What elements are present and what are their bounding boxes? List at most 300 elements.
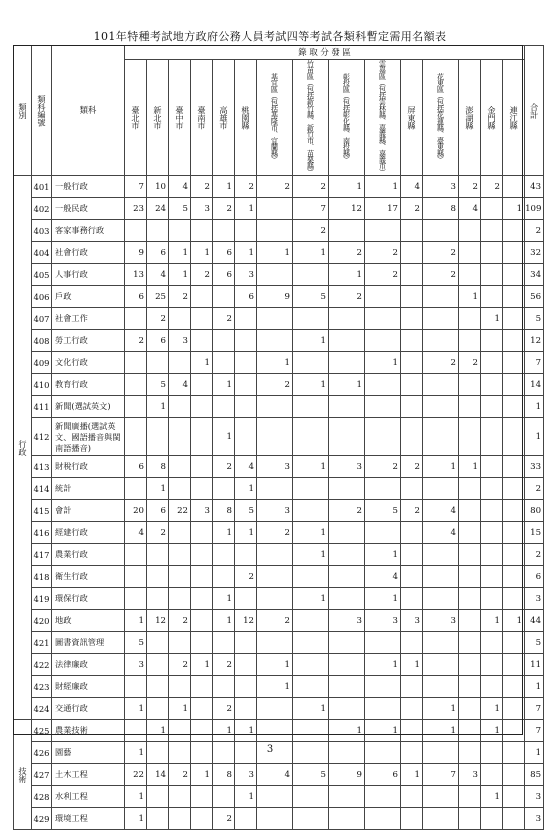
quota-cell: 6 (147, 330, 169, 352)
quota-cell: 1 (293, 330, 329, 352)
quota-cell: 1 (401, 654, 423, 676)
quota-cell: 24 (147, 198, 169, 220)
code-cell: 424 (32, 698, 52, 720)
quota-cell: 3 (329, 456, 365, 478)
quota-cell: 1 (481, 698, 503, 720)
total-cell: 1 (525, 742, 544, 764)
quota-cell: 2 (169, 286, 191, 308)
quota-cell: 2 (329, 242, 365, 264)
subject-cell: 水利工程 (52, 786, 125, 808)
quota-cell: 4 (147, 264, 169, 286)
quota-cell (293, 808, 329, 830)
subject-cell: 會計 (52, 500, 125, 522)
subject-cell: 客家事務行政 (52, 220, 125, 242)
quota-cell: 6 (125, 456, 147, 478)
quota-cell: 2 (329, 500, 365, 522)
code-cell: 427 (32, 764, 52, 786)
quota-cell: 2 (365, 242, 401, 264)
quota-cell: 2 (257, 176, 293, 198)
quota-cell: 1 (293, 522, 329, 544)
subject-cell: 勞工行政 (52, 330, 125, 352)
quota-cell: 1 (293, 242, 329, 264)
quota-cell (257, 808, 293, 830)
quota-cell: 3 (459, 764, 481, 786)
quota-cell: 1 (213, 418, 235, 456)
quota-cell (213, 786, 235, 808)
quota-cell: 1 (125, 698, 147, 720)
quota-cell: 8 (147, 456, 169, 478)
quota-cell: 1 (459, 286, 481, 308)
code-cell: 425 (32, 720, 52, 742)
header-region-label: 臺北市 (131, 106, 141, 130)
quota-cell: 1 (169, 242, 191, 264)
quota-cell: 2 (257, 610, 293, 632)
category-label: 技術 (18, 767, 28, 783)
code-cell: 404 (32, 242, 52, 264)
header-region-label: 花東區（包括花蓮縣、臺東縣） (436, 72, 446, 163)
quota-cell: 3 (169, 330, 191, 352)
header-region-label: 竹苗區（包括新竹縣、新竹市、苗栗縣） (306, 60, 316, 176)
total-cell: 43 (525, 176, 544, 198)
quota-cell: 3 (329, 610, 365, 632)
quota-cell: 1 (235, 198, 257, 220)
quota-cell (169, 786, 191, 808)
quota-cell: 1 (365, 654, 401, 676)
total-cell: 14 (525, 374, 544, 396)
quota-cell: 1 (423, 698, 459, 720)
quota-cell: 3 (191, 500, 213, 522)
code-cell: 406 (32, 286, 52, 308)
quota-cell: 1 (213, 720, 235, 742)
quota-cell: 1 (235, 720, 257, 742)
quota-cell: 9 (125, 242, 147, 264)
quota-cell (191, 786, 213, 808)
category-cell (14, 720, 32, 830)
subject-cell: 人事行政 (52, 264, 125, 286)
quota-cell: 2 (293, 220, 329, 242)
quota-cell: 1 (235, 522, 257, 544)
quota-cell: 4 (365, 566, 401, 588)
quota-cell: 4 (125, 522, 147, 544)
quota-cell: 2 (235, 176, 257, 198)
table-frame (13, 45, 523, 735)
quota-cell: 3 (401, 610, 423, 632)
subject-cell: 交通行政 (52, 698, 125, 720)
quota-cell: 2 (423, 352, 459, 374)
code-cell: 410 (32, 374, 52, 396)
quota-cell: 6 (213, 242, 235, 264)
subject-cell: 農業技術 (52, 720, 125, 742)
quota-cell: 2 (147, 522, 169, 544)
header-region-group-label: 錄 取 分 發 區 (298, 47, 351, 57)
quota-cell: 3 (125, 654, 147, 676)
quota-cell: 2 (401, 456, 423, 478)
header-region-label: 澎湖縣 (465, 106, 475, 130)
quota-cell (365, 808, 401, 830)
subject-cell: 地政 (52, 610, 125, 632)
quota-cell: 1 (503, 610, 525, 632)
quota-cell: 12 (147, 610, 169, 632)
quota-cell: 1 (191, 242, 213, 264)
quota-cell: 1 (125, 786, 147, 808)
quota-cell: 1 (213, 522, 235, 544)
quota-cell: 1 (481, 308, 503, 330)
total-cell: 15 (525, 522, 544, 544)
header-region-label: 基宜區（包括基隆市、宜蘭縣） (270, 72, 280, 163)
quota-cell (257, 786, 293, 808)
subject-cell: 教育行政 (52, 374, 125, 396)
header-subject-label: 類科 (79, 105, 97, 116)
quota-cell: 1 (213, 610, 235, 632)
subject-cell: 社會行政 (52, 242, 125, 264)
quota-cell: 5 (293, 286, 329, 308)
page-title: 101年特種考試地方政府公務人員考試四等考試各類科暫定需用名額表 (93, 30, 447, 43)
quota-cell: 1 (293, 374, 329, 396)
quota-cell (423, 786, 459, 808)
quota-cell: 7 (125, 176, 147, 198)
subject-cell: 一般民政 (52, 198, 125, 220)
header-category-label: 類別 (18, 102, 28, 119)
quota-cell: 4 (401, 176, 423, 198)
quota-cell: 22 (125, 764, 147, 786)
quota-cell: 1 (257, 242, 293, 264)
quota-cell: 1 (329, 720, 365, 742)
header-code-label: 類科編號 (37, 95, 47, 126)
code-cell: 417 (32, 544, 52, 566)
table-row (14, 808, 544, 830)
total-cell: 1 (525, 418, 544, 456)
total-cell: 1 (525, 676, 544, 698)
subject-cell: 經建行政 (52, 522, 125, 544)
quota-cell: 1 (213, 374, 235, 396)
quota-cell: 2 (423, 264, 459, 286)
quota-cell (147, 786, 169, 808)
quota-cell: 1 (293, 456, 329, 478)
quota-cell: 1 (169, 698, 191, 720)
header-region-label: 高雄市 (219, 106, 229, 130)
quota-cell: 1 (329, 176, 365, 198)
quota-cell: 3 (235, 264, 257, 286)
total-cell: 33 (525, 456, 544, 478)
subject-cell: 統計 (52, 478, 125, 500)
code-cell: 413 (32, 456, 52, 478)
header-region-label: 連江縣 (509, 106, 520, 130)
quota-cell: 17 (365, 198, 401, 220)
quota-cell (329, 808, 365, 830)
quota-cell: 1 (293, 588, 329, 610)
quota-cell: 1 (365, 544, 401, 566)
quota-cell: 5 (235, 500, 257, 522)
quota-cell: 2 (191, 176, 213, 198)
subject-cell: 財經廉政 (52, 676, 125, 698)
subject-cell: 環境工程 (52, 808, 125, 830)
quota-cell: 3 (257, 500, 293, 522)
subject-cell: 戶政 (52, 286, 125, 308)
quota-cell: 1 (365, 720, 401, 742)
quota-cell: 1 (125, 808, 147, 830)
quota-cell: 2 (213, 308, 235, 330)
code-cell: 415 (32, 500, 52, 522)
total-cell: 7 (525, 720, 544, 742)
quota-cell: 8 (423, 198, 459, 220)
quota-cell: 1 (169, 264, 191, 286)
quota-cell: 7 (293, 198, 329, 220)
total-cell: 3 (525, 808, 544, 830)
quota-cell: 1 (503, 198, 525, 220)
quota-cell (365, 786, 401, 808)
quota-cell: 1 (213, 176, 235, 198)
quota-cell: 1 (365, 352, 401, 374)
total-cell: 2 (525, 544, 544, 566)
quota-cell: 1 (481, 786, 503, 808)
quota-cell (481, 764, 503, 786)
quota-cell: 1 (257, 676, 293, 698)
code-cell: 408 (32, 330, 52, 352)
code-cell: 409 (32, 352, 52, 374)
quota-cell: 3 (235, 764, 257, 786)
quota-cell: 1 (365, 588, 401, 610)
quota-cell (481, 808, 503, 830)
subject-cell: 財稅行政 (52, 456, 125, 478)
total-cell: 32 (525, 242, 544, 264)
quota-cell: 2 (213, 456, 235, 478)
total-cell: 85 (525, 764, 544, 786)
quota-cell: 3 (257, 456, 293, 478)
quota-cell: 2 (365, 456, 401, 478)
quota-cell: 2 (169, 610, 191, 632)
quota-cell: 6 (147, 500, 169, 522)
quota-cell: 1 (147, 396, 169, 418)
total-cell: 109 (525, 198, 544, 220)
quota-cell: 2 (401, 198, 423, 220)
subject-cell: 農業行政 (52, 544, 125, 566)
code-cell: 402 (32, 198, 52, 220)
quota-cell: 2 (365, 264, 401, 286)
table-row (14, 786, 544, 808)
quota-cell: 1 (191, 764, 213, 786)
total-cell: 7 (525, 352, 544, 374)
quota-cell: 1 (191, 654, 213, 676)
total-cell: 2 (525, 220, 544, 242)
quota-cell (169, 808, 191, 830)
code-cell: 420 (32, 610, 52, 632)
subject-cell: 文化行政 (52, 352, 125, 374)
total-cell: 3 (525, 588, 544, 610)
subject-cell: 法律廉政 (52, 654, 125, 676)
header-region-label: 桃園縣 (241, 106, 251, 130)
code-cell: 419 (32, 588, 52, 610)
quota-cell: 2 (213, 654, 235, 676)
code-cell: 416 (32, 522, 52, 544)
quota-cell: 1 (401, 764, 423, 786)
quota-cell (503, 808, 525, 830)
quota-cell (503, 764, 525, 786)
quota-cell: 1 (293, 544, 329, 566)
code-cell: 401 (32, 176, 52, 198)
quota-cell: 1 (125, 610, 147, 632)
quota-cell: 1 (235, 478, 257, 500)
quota-cell (459, 786, 481, 808)
total-cell: 80 (525, 500, 544, 522)
quota-cell: 2 (213, 808, 235, 830)
quota-cell: 14 (147, 764, 169, 786)
quota-cell: 4 (169, 374, 191, 396)
quota-cell: 1 (235, 242, 257, 264)
quota-cell: 8 (213, 764, 235, 786)
subject-cell: 新聞廣播(選試英文、國語播音與閩南語播音) (52, 418, 125, 456)
quota-cell (401, 786, 423, 808)
header-total (525, 46, 544, 176)
quota-cell: 6 (365, 764, 401, 786)
quota-cell (293, 786, 329, 808)
quota-cell: 1 (191, 352, 213, 374)
quota-cell (459, 808, 481, 830)
code-cell: 421 (32, 632, 52, 654)
quota-cell: 1 (147, 478, 169, 500)
code-cell: 403 (32, 220, 52, 242)
quota-cell: 25 (147, 286, 169, 308)
total-cell: 44 (525, 610, 544, 632)
total-cell: 3 (525, 786, 544, 808)
quota-cell: 2 (257, 522, 293, 544)
quota-cell: 2 (459, 352, 481, 374)
quota-cell: 4 (423, 500, 459, 522)
total-cell: 11 (525, 654, 544, 676)
quota-cell: 1 (423, 720, 459, 742)
header-region-label: 雲嘉區（包括雲林縣、嘉義縣、嘉義市） (378, 60, 388, 176)
header-region-label: 新北市 (153, 106, 163, 130)
quota-cell: 2 (459, 176, 481, 198)
quota-cell: 4 (235, 456, 257, 478)
code-cell: 412 (32, 418, 52, 456)
quota-cell: 2 (235, 566, 257, 588)
quota-cell: 22 (169, 500, 191, 522)
quota-cell: 1 (423, 456, 459, 478)
quota-cell: 1 (125, 742, 147, 764)
quota-cell: 5 (169, 198, 191, 220)
page-number: 3 (266, 744, 274, 755)
quota-cell: 6 (147, 242, 169, 264)
header-region-label: 臺南市 (197, 106, 207, 130)
table-row (14, 764, 544, 786)
quota-cell: 1 (257, 352, 293, 374)
header-region-label: 屏東縣 (407, 106, 417, 130)
quota-cell: 1 (147, 720, 169, 742)
quota-cell: 6 (125, 286, 147, 308)
code-cell: 423 (32, 676, 52, 698)
quota-cell: 6 (235, 286, 257, 308)
subject-cell: 社會工作 (52, 308, 125, 330)
quota-cell: 23 (125, 198, 147, 220)
subject-cell: 圖書資訊管理 (52, 632, 125, 654)
quota-cell: 1 (329, 374, 365, 396)
subject-cell: 環保行政 (52, 588, 125, 610)
quota-cell: 2 (423, 242, 459, 264)
quota-cell: 1 (257, 654, 293, 676)
quota-cell: 5 (125, 632, 147, 654)
total-cell: 12 (525, 330, 544, 352)
quota-cell: 3 (191, 198, 213, 220)
total-cell: 1 (525, 396, 544, 418)
quota-cell: 2 (191, 264, 213, 286)
quota-cell: 2 (213, 698, 235, 720)
quota-cell: 1 (365, 176, 401, 198)
quota-cell: 1 (293, 698, 329, 720)
code-cell: 405 (32, 264, 52, 286)
quota-cell: 1 (329, 264, 365, 286)
quota-cell: 12 (329, 198, 365, 220)
quota-cell: 2 (169, 764, 191, 786)
quota-cell: 10 (147, 176, 169, 198)
quota-cell: 3 (423, 610, 459, 632)
quota-cell: 4 (423, 522, 459, 544)
quota-cell: 1 (481, 720, 503, 742)
quota-cell (147, 808, 169, 830)
quota-cell: 6 (213, 264, 235, 286)
quota-cell: 5 (365, 500, 401, 522)
quota-cell: 1 (481, 610, 503, 632)
quota-cell: 3 (365, 610, 401, 632)
quota-cell: 4 (169, 176, 191, 198)
subject-cell: 土木工程 (52, 764, 125, 786)
quota-cell: 2 (213, 198, 235, 220)
quota-cell: 2 (293, 176, 329, 198)
total-cell: 7 (525, 698, 544, 720)
quota-cell: 3 (423, 176, 459, 198)
subject-cell: 園藝 (52, 742, 125, 764)
quota-cell (401, 808, 423, 830)
subject-cell: 衛生行政 (52, 566, 125, 588)
total-cell: 34 (525, 264, 544, 286)
code-cell: 422 (32, 654, 52, 676)
quota-cell: 2 (329, 286, 365, 308)
quota-cell: 5 (293, 764, 329, 786)
quota-cell: 13 (125, 264, 147, 286)
total-cell: 2 (525, 478, 544, 500)
quota-cell: 8 (213, 500, 235, 522)
quota-cell: 1 (235, 786, 257, 808)
quota-cell (235, 808, 257, 830)
quota-cell: 2 (169, 654, 191, 676)
header-region-label: 金門縣 (487, 106, 497, 130)
quota-cell: 12 (235, 610, 257, 632)
header-region-label: 彰投區（包括彰化縣、南投縣） (342, 72, 352, 163)
quota-cell: 2 (481, 176, 503, 198)
quota-cell (423, 808, 459, 830)
total-cell: 5 (525, 632, 544, 654)
quota-cell (503, 786, 525, 808)
code-cell: 418 (32, 566, 52, 588)
total-cell: 6 (525, 566, 544, 588)
quota-cell: 1 (459, 456, 481, 478)
quota-cell: 4 (459, 198, 481, 220)
code-cell: 426 (32, 742, 52, 764)
subject-cell: 一般行政 (52, 176, 125, 198)
quota-cell: 20 (125, 500, 147, 522)
quota-cell: 9 (329, 764, 365, 786)
code-cell: 411 (32, 396, 52, 418)
header-region-label: 臺中市 (175, 106, 185, 130)
total-cell: 5 (525, 308, 544, 330)
quota-cell: 2 (125, 330, 147, 352)
quota-cell (329, 786, 365, 808)
category-label: 行政 (18, 440, 28, 456)
code-cell: 429 (32, 808, 52, 830)
quota-cell: 1 (213, 588, 235, 610)
header-total-label: 合計 (529, 102, 540, 119)
code-cell: 407 (32, 308, 52, 330)
quota-cell: 2 (401, 500, 423, 522)
